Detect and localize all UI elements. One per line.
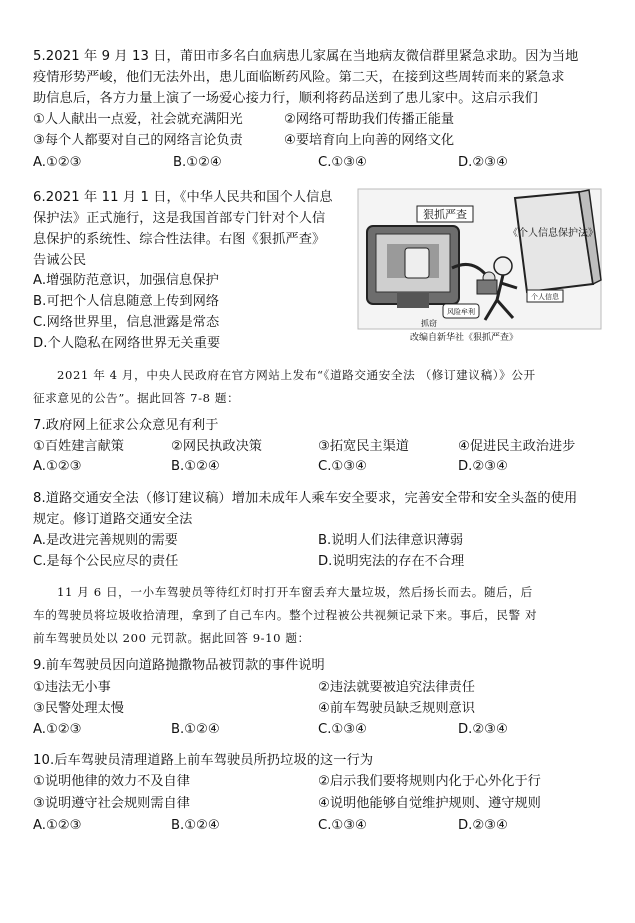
intro-9-10-line-2: 车的驾驶员将垃圾收拾清理，拿到了自己车内。整个过程被公共视频记录下来。事后，民警 对: [33, 608, 538, 622]
cartoon-label-hand: 个人信息: [531, 293, 559, 301]
q10-option-b: B.①②④: [171, 818, 220, 833]
q5-option-b: B.①②④: [173, 155, 222, 170]
q5-statement-4: ④要培育向上向善的网络文化: [284, 133, 455, 148]
intro-9-10-line-1: 11 月 6 日，一小车驾驶员等待红灯时打开车窗丢弃大量垃圾，然后扬长而去。随后，后: [57, 585, 533, 599]
q5-option-a: A.①②③: [33, 155, 82, 170]
q8-option-c: C.是每个公民应尽的责任: [33, 554, 179, 569]
q9-option-b: B.①②④: [171, 722, 220, 737]
q6-option-c: C.网络世界里，信息泄露是常态: [33, 315, 220, 330]
q7-option-b: B.①②④: [171, 459, 220, 474]
q9-option-a: A.①②③: [33, 722, 82, 737]
intro-7-8-line-1: 2021 年 4 月，中央人民政府在官方网站上发布“《道路交通安全法 （修订建议稿）》公开: [57, 368, 536, 382]
q6-stem-line-1: 6.2021 年 11 月 1 日，《中华人民共和国个人信息: [33, 190, 333, 205]
q9-statement-2: ②违法就要被追究法律责任: [318, 680, 475, 695]
q5-statement-1: ①人人献出一点爱，社会就充满阳光: [33, 112, 243, 127]
q10-statement-1: ①说明他律的效力不及自律: [33, 774, 190, 789]
q10-statement-3: ③说明遵守社会规则需自律: [33, 796, 190, 811]
q5-option-d: D.②③④: [458, 155, 508, 170]
q5-statement-3: ③每个人都要对自己的网络言论负责: [33, 133, 243, 148]
q9-statement-4: ④前车驾驶员缺乏规则意识: [318, 701, 475, 716]
q7-option-c: C.①③④: [318, 459, 367, 474]
q10-stem: 10.后车驾驶员清理道路上前车驾驶员所扔垃圾的这一行为: [33, 753, 374, 768]
q8-option-b: B.说明人们法律意识薄弱: [318, 533, 464, 548]
q10-option-d: D.②③④: [458, 818, 508, 833]
q9-statement-1: ①违法无小事: [33, 680, 111, 695]
q7-option-a: A.①②③: [33, 459, 82, 474]
q6-stem-line-3: 息保护的系统性、综合性法律。右图《狠抓严查》: [33, 232, 326, 247]
q9-option-d: D.②③④: [458, 722, 508, 737]
q10-statement-4: ④说明他能够自觉维护规则、遵守规则: [318, 796, 541, 811]
q6-stem-line-2: 保护法》正式施行，这是我国首部专门针对个人信: [33, 211, 326, 226]
q6-option-a: A.增强防范意识，加强信息保护: [33, 273, 219, 288]
intro-7-8-line-2: 征求意见的公告”。据此回答 7-8 题：: [33, 391, 240, 405]
intro-9-10-line-3: 前车驾驶员处以 200 元罚款。据此回答 9-10 题：: [33, 631, 310, 645]
q5-stem-line-2: 疫情形势严峻，他们无法外出，患儿面临断药风险。第二天，在接到这些周转而来的紧急求: [33, 70, 565, 85]
q10-statement-2: ②启示我们要将规则内化于心外化于行: [318, 774, 541, 789]
cartoon-label-main: 狠抓严查: [423, 208, 467, 221]
q7-stem: 7.政府网上征求公众意见有利于: [33, 418, 219, 433]
q10-option-a: A.①②③: [33, 818, 82, 833]
q7-option-d: D.②③④: [458, 459, 508, 474]
q5-stem-line-1: 5.2021 年 9 月 13 日，莆田市多名白血病患儿家属在当地病友微信群里紧急求助。因为当地: [33, 49, 579, 64]
cartoon-caption: 改编自新华社《狠抓严查》: [410, 333, 519, 343]
q8-stem-line-2: 规定。修订道路交通安全法: [33, 512, 193, 527]
q5-option-c: C.①③④: [318, 155, 367, 170]
q6-option-b: B.可把个人信息随意上传到网络: [33, 294, 220, 309]
q8-option-d: D.说明宪法的存在不合理: [318, 554, 465, 569]
q6-stem-line-4: 告诫公民: [33, 253, 87, 268]
q9-stem: 9.前车驾驶员因向道路抛撒物品被罚款的事件说明: [33, 658, 325, 673]
q7-statement-3: ③拓宽民主渠道: [318, 439, 409, 454]
q5-statement-2: ②网络可帮助我们传播正能量: [284, 112, 455, 127]
q7-statement-2: ②网民执政决策: [171, 439, 262, 454]
cartoon-label-bag: 风险牟利: [447, 308, 475, 316]
cartoon-label-book: 《个人信息保护法》: [508, 228, 598, 239]
q6-option-d: D.个人隐私在网络世界无关重要: [33, 336, 221, 351]
q7-statement-4: ④促进民主政治进步: [458, 439, 576, 454]
q8-option-a: A.是改进完善规则的需要: [33, 533, 178, 548]
q5-stem-line-3: 助信息后，各方力量上演了一场爱心接力行，顺利将药品送到了患儿家中。这启示我们: [33, 91, 538, 106]
cartoon-illustration: [357, 188, 602, 346]
q7-statement-1: ①百姓建言献策: [33, 439, 124, 454]
q9-statement-3: ③民警处理太慢: [33, 701, 124, 716]
cartoon-label-ground: 抓窃: [421, 319, 437, 328]
cartoon-drawing: [357, 188, 602, 346]
q8-stem-line-1: 8.道路交通安全法（修订建议稿）增加未成年人乘车安全要求，完善安全带和安全头盔的使用: [33, 491, 578, 506]
q10-option-c: C.①③④: [318, 818, 367, 833]
q9-option-c: C.①③④: [318, 722, 367, 737]
